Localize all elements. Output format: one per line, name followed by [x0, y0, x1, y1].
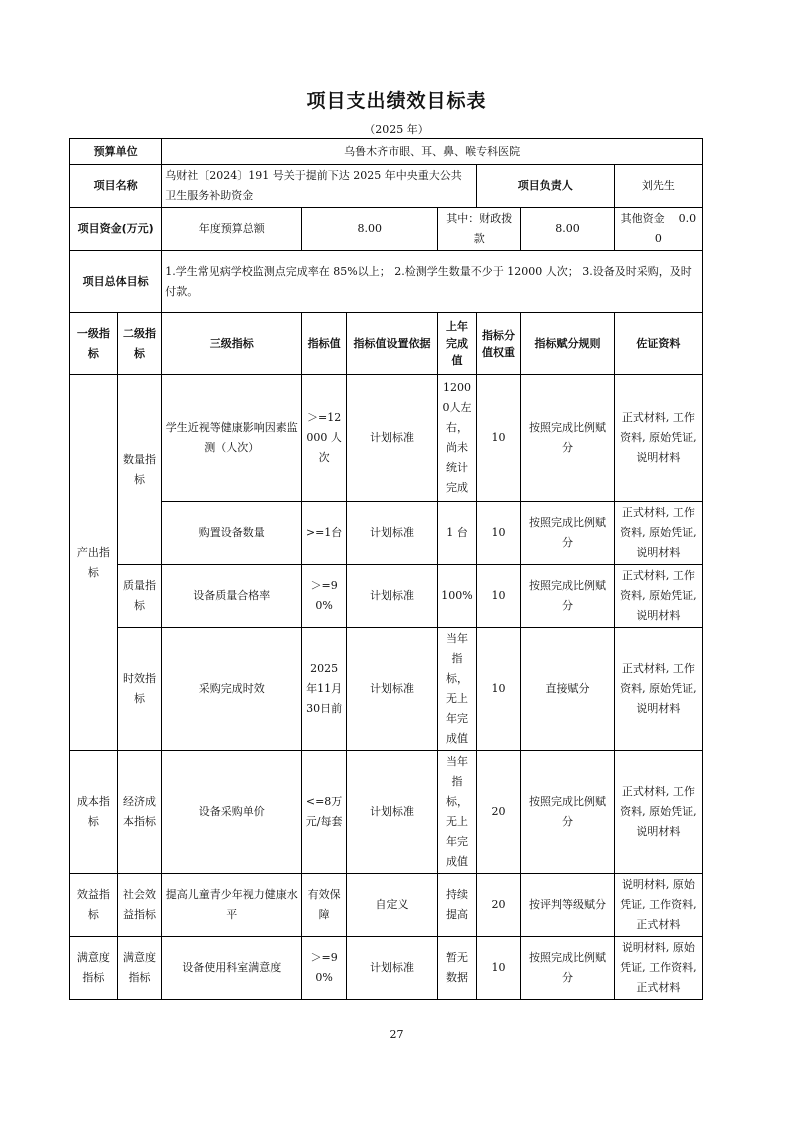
row-last: 100%: [438, 565, 477, 628]
row-basis: 计划标准: [346, 751, 437, 874]
row-l3: 提高儿童青少年视力健康水平: [162, 874, 302, 937]
goal-row: [70, 251, 703, 313]
row-l3: 设备使用科室满意度: [162, 937, 302, 1000]
fund-row: [70, 208, 703, 251]
fiscal-label: 其中：财政拨款: [438, 208, 521, 251]
row-weight: 10: [476, 937, 521, 1000]
row-evidence: 正式材料, 工作资料, 原始凭证, 说明材料: [614, 565, 702, 628]
row-evidence: 正式材料, 工作资料, 原始凭证, 说明材料: [614, 628, 702, 751]
annual-budget-label: 年度预算总额: [162, 208, 302, 251]
table-row: [70, 628, 703, 751]
row-rule: 按照完成比例赋分: [521, 375, 614, 502]
table-row: [70, 751, 703, 874]
row-weight: 20: [476, 751, 521, 874]
row-last: 1 台: [438, 502, 477, 565]
group-cost: 成本指标: [70, 751, 118, 874]
subgroup-economic-cost: 经济成本指标: [117, 751, 162, 874]
row-rule: 按照完成比例赋分: [521, 937, 614, 1000]
row-l3: 设备采购单价: [162, 751, 302, 874]
fiscal-value: 8.00: [521, 208, 614, 251]
row-rule: 直接赋分: [521, 628, 614, 751]
page-number: 27: [389, 1028, 404, 1041]
subgroup-timeliness: 时效指标: [117, 628, 162, 751]
other-fund-label: 其他资金: [620, 212, 665, 225]
row-last: 暂无数据: [438, 937, 477, 1000]
row-weight: 10: [476, 565, 521, 628]
row-last: 持续提高: [438, 874, 477, 937]
row-value: ＞=90%: [302, 565, 347, 628]
row-basis: 自定义: [346, 874, 437, 937]
project-owner-label: 项目负责人: [476, 165, 614, 208]
col-level3: 三级指标: [162, 313, 302, 375]
row-l3: 设备质量合格率: [162, 565, 302, 628]
row-value: ＞=12000 人次: [302, 375, 347, 502]
performance-table: [69, 138, 703, 1000]
group-benefit: 效益指标: [70, 874, 118, 937]
unit-row: [70, 139, 703, 165]
group-output: 产出指标: [70, 375, 118, 751]
row-value: 有效保障: [302, 874, 347, 937]
row-weight: 10: [476, 502, 521, 565]
year-label: （2025 年）: [364, 123, 429, 136]
row-rule: 按评判等级赋分: [521, 874, 614, 937]
table-row: [70, 565, 703, 628]
row-evidence: 正式材料, 工作资料, 原始凭证, 说明材料: [614, 502, 702, 565]
row-evidence: 说明材料, 原始凭证, 工作资料, 正式材料: [614, 937, 702, 1000]
row-evidence: 说明材料, 原始凭证, 工作资料, 正式材料: [614, 874, 702, 937]
fund-label: 项目资金(万元): [70, 208, 162, 251]
subgroup-quality: 质量指标: [117, 565, 162, 628]
goal-label: 项目总体目标: [70, 251, 162, 313]
col-basis: 指标值设置依据: [346, 313, 437, 375]
row-basis: 计划标准: [346, 502, 437, 565]
row-last: 12000人左右，尚未统计完成: [438, 375, 477, 502]
col-last-year: 上年完成值: [438, 313, 477, 375]
row-basis: 计划标准: [346, 628, 437, 751]
other-fund-value: 0.00: [654, 212, 697, 245]
row-rule: 按照完成比例赋分: [521, 502, 614, 565]
row-value: 2025年11月30日前: [302, 628, 347, 751]
table-row: [70, 874, 703, 937]
subgroup-quantity: 数量指标: [117, 375, 162, 565]
col-rule: 指标赋分规则: [521, 313, 614, 375]
subgroup-social-benefit: 社会效益指标: [117, 874, 162, 937]
row-basis: 计划标准: [346, 565, 437, 628]
col-evidence: 佐证资料: [614, 313, 702, 375]
row-last: 当年指标，无上年完成值: [438, 628, 477, 751]
col-weight: 指标分值权重: [476, 313, 521, 375]
project-owner-value: 刘先生: [614, 165, 702, 208]
col-level2: 二级指标: [117, 313, 162, 375]
row-weight: 10: [476, 375, 521, 502]
row-rule: 按照完成比例赋分: [521, 565, 614, 628]
page-title: 项目支出绩效目标表: [306, 90, 487, 112]
row-value: >=1台: [302, 502, 347, 565]
project-name-row: [70, 165, 703, 208]
row-last: 当年指标，无上年完成值: [438, 751, 477, 874]
row-l3: 学生近视等健康影响因素监测（人次）: [162, 375, 302, 502]
subgroup-satisfaction: 满意度指标: [117, 937, 162, 1000]
row-basis: 计划标准: [346, 937, 437, 1000]
row-basis: 计划标准: [346, 375, 437, 502]
unit-label: 预算单位: [70, 139, 162, 165]
row-weight: 10: [476, 628, 521, 751]
row-weight: 20: [476, 874, 521, 937]
annual-budget-value: 8.00: [302, 208, 438, 251]
table-row: [70, 937, 703, 1000]
project-name-label: 项目名称: [70, 165, 162, 208]
table-row: [70, 375, 703, 502]
row-evidence: 正式材料, 工作资料, 原始凭证, 说明材料: [614, 375, 702, 502]
unit-value: 乌鲁木齐市眼、耳、鼻、喉专科医院: [162, 139, 703, 165]
table-row: [70, 502, 703, 565]
row-value: ＞=90%: [302, 937, 347, 1000]
row-l3: 购置设备数量: [162, 502, 302, 565]
project-name-value: 乌财社〔2024〕191 号关于提前下达 2025 年中央重大公共卫生服务补助资金: [162, 165, 476, 208]
row-value: <=8万元/每套: [302, 751, 347, 874]
group-satisfaction: 满意度指标: [70, 937, 118, 1000]
col-value: 指标值: [302, 313, 347, 375]
col-level1: 一级指标: [70, 313, 118, 375]
goal-value: 1.学生常见病学校监测点完成率在 85%以上； 2.检测学生数量不少于 12000 人次； 3.设备及时采购，及时付款。: [162, 251, 703, 313]
other-fund-label-value: [614, 208, 702, 251]
row-evidence: 正式材料, 工作资料, 原始凭证, 说明材料: [614, 751, 702, 874]
row-rule: 按照完成比例赋分: [521, 751, 614, 874]
row-l3: 采购完成时效: [162, 628, 302, 751]
column-header-row: [70, 313, 703, 375]
